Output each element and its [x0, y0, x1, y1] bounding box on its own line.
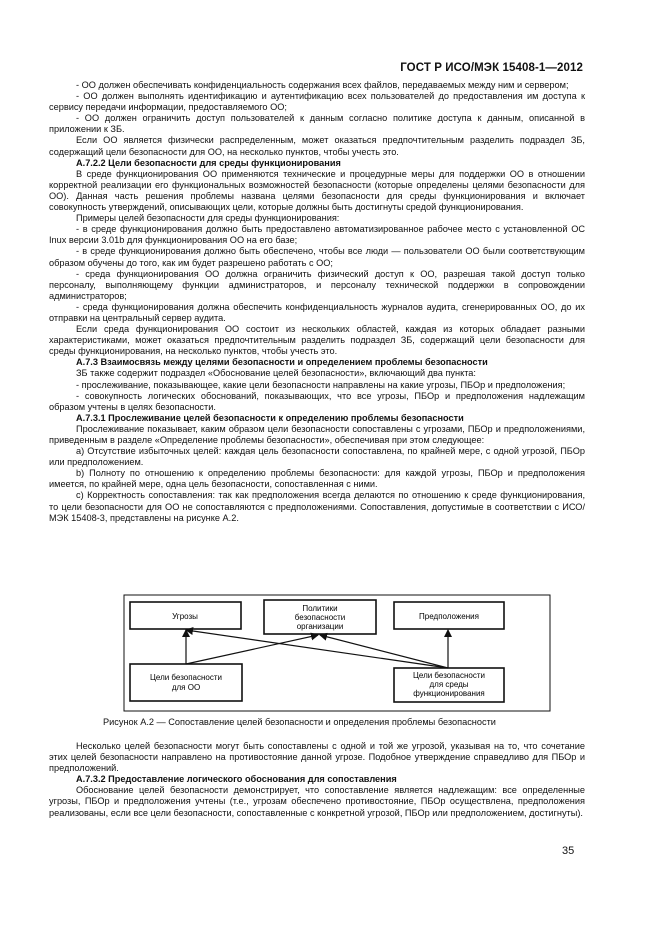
- paragraph: - в среде функционирования должно быть предоставлено автоматизированное рабочее место с установленной ОС Inux версии 3.01b для функционирования ОО на его базе;: [49, 224, 585, 246]
- box-policies-line1: Политики: [302, 604, 338, 613]
- paragraph: с) Корректность сопоставления: так как предположения всегда делаются по отношению к среде функционирования, то цели безопасности для ОО не сопоставляются с предположениями. Сопоставления, допустимые в соответствии с ИСО/МЭК 15408-3, представлены на рисунке А.2.: [49, 490, 585, 523]
- box-env-objectives-line3: функционирования: [413, 689, 485, 698]
- paragraph: Прослеживание показывает, каким образом цели безопасности сопоставлены с угрозами, ПБОр и предположениями, приведенным в разделе «Определение проблемы безопасности», обеспечивая при этом следующее:: [49, 423, 585, 445]
- paragraph: - прослеживание, показывающее, какие цели безопасности направлены на какие угрозы, ПБОр и предположения;: [76, 379, 566, 390]
- text-block-lower: [49, 741, 585, 819]
- box-policies: [264, 600, 376, 634]
- paragraph: - совокупность логических обоснований, показывающих, что все угрозы, ПБОр и предположения надлежащим образом учтены в целях безопасности.: [49, 390, 585, 412]
- box-env-objectives-line1: Цели безопасности: [412, 671, 486, 680]
- paragraph: - ОО должен выполнять идентификацию и аутентификацию всех пользователей до предоставления им доступа к сервису передачи информации, предоставляемого ОО;: [49, 91, 585, 113]
- paragraph: - ОО должен обеспечивать конфиденциальность содержания всех файлов, передаваемых между ним и сервером;: [76, 80, 569, 90]
- section-heading: А.7.2.2 Цели безопасности для среды функционирования: [76, 157, 341, 168]
- arrow-env-to-policies: [320, 635, 448, 668]
- box-toe-objectives-line1: Цели безопасности: [149, 673, 223, 682]
- paragraph: Несколько целей безопасности могут быть сопоставлены с одной и той же угрозой, указывая на то, что сочетание этих целей безопасности направлено на противостояние данной угрозе. Подобное утверждение справедливо для ПБОр и предположений.: [49, 741, 585, 774]
- paragraph: В среде функционирования ОО применяются технические и процедурные меры для поддержки ОО в отношении корректной реализации его функциональных возможностей безопасности (которые определены целями безопасности для ОО). Данная часть решения проблемы названа целями безопасности для среды функционирования и включает совокупность утверждений, описывающих цели, которые должны быть достигнуты средой функционирования.: [49, 168, 585, 213]
- box-toe-objectives-line2: для ОО: [171, 683, 201, 692]
- paragraph: а) Отсутствие избыточных целей: каждая цель безопасности сопоставлена, по крайней мере, с одной угрозой, ПБОр или предположением.: [49, 446, 585, 468]
- paragraph: Примеры целей безопасности для среды функционирования:: [76, 213, 340, 224]
- paragraph: - в среде функционирования должно быть обеспечено, чтобы все люди — пользователи ОО были соответствующим образом обучены до того, как им будет разрешено работать с ОО;: [49, 246, 585, 268]
- box-policies-line2: безопасности: [294, 613, 346, 622]
- paragraph: - среда функционирования должна обеспечить конфиденциальность журналов аудита, сгенерированных ОО, до их отправки на центральный сервер аудита.: [49, 301, 585, 323]
- paragraph: Обоснование целей безопасности демонстрирует, что сопоставление является надлежащим: все определенные угрозы, ПБОр и предположения учтены (т.е., угрозам обеспечено противостояние, ПБОр осуществлена, предположения реализованы, если все цели безопасности, сопоставленные с конкретной угрозой, ПБОр или предположением, достигнуты).: [49, 785, 585, 818]
- box-threats-label: Угрозы: [172, 612, 198, 621]
- paragraph: ЗБ также содержит подраздел «Обоснование целей безопасности», включающий два пункта:: [76, 368, 476, 379]
- box-threats: [130, 602, 241, 629]
- box-env-objectives: [394, 668, 504, 702]
- box-assumptions: [394, 602, 504, 629]
- box-env-objectives-line2: для среды: [429, 680, 469, 689]
- paragraph: b) Полноту по отношению к определению проблемы безопасности: для каждой угрозы, ПБОр и предположения имеется, по крайней мере, одна цель безопасности, сопоставленная с ними.: [49, 468, 585, 490]
- section-heading: А.7.3 Взаимосвязь между целями безопасности и определением проблемы безопасности: [76, 357, 488, 368]
- paragraph: Если среда функционирования ОО состоит из нескольких областей, каждая из которых обладает разными характеристиками, может оказаться предпочтительным разделить подраздел ЗБ, содержащий цели безопасности для среды функционирования, на несколько пунктов, чтобы учесть это.: [49, 324, 585, 357]
- box-toe-objectives: [130, 664, 242, 701]
- section-heading: А.7.3.2 Предоставление логического обоснования для сопоставления: [76, 774, 397, 785]
- paragraph: - среда функционирования ОО должна ограничить физический доступ к ОО, разрешая такой доступ только персоналу, выполняющему функции администраторов, и персоналу технической поддержки в сопровождении администраторов;: [49, 268, 585, 301]
- box-policies-line3: организации: [296, 622, 344, 631]
- figure-caption: Рисунок А.2 — Сопоставление целей безопасности и определения проблемы безопасности: [103, 717, 496, 727]
- paragraph: Если ОО является физически распределенным, может оказаться предпочтительным разделить подраздел ЗБ, содержащий цели безопасности для ОО, на несколько пунктов, чтобы учесть это.: [49, 135, 585, 157]
- section-heading: А.7.3.1 Прослеживание целей безопасности к определению проблемы безопасности: [76, 412, 464, 423]
- page-number: 35: [562, 845, 575, 857]
- box-assumptions-label: Предположения: [419, 612, 479, 621]
- document-header: ГОСТ Р ИСО/МЭК 15408-1—2012: [400, 62, 583, 74]
- paragraph: - ОО должен ограничить доступ пользователей к данным согласно политике доступа к данным, описанной в приложении к ЗБ.: [49, 113, 585, 135]
